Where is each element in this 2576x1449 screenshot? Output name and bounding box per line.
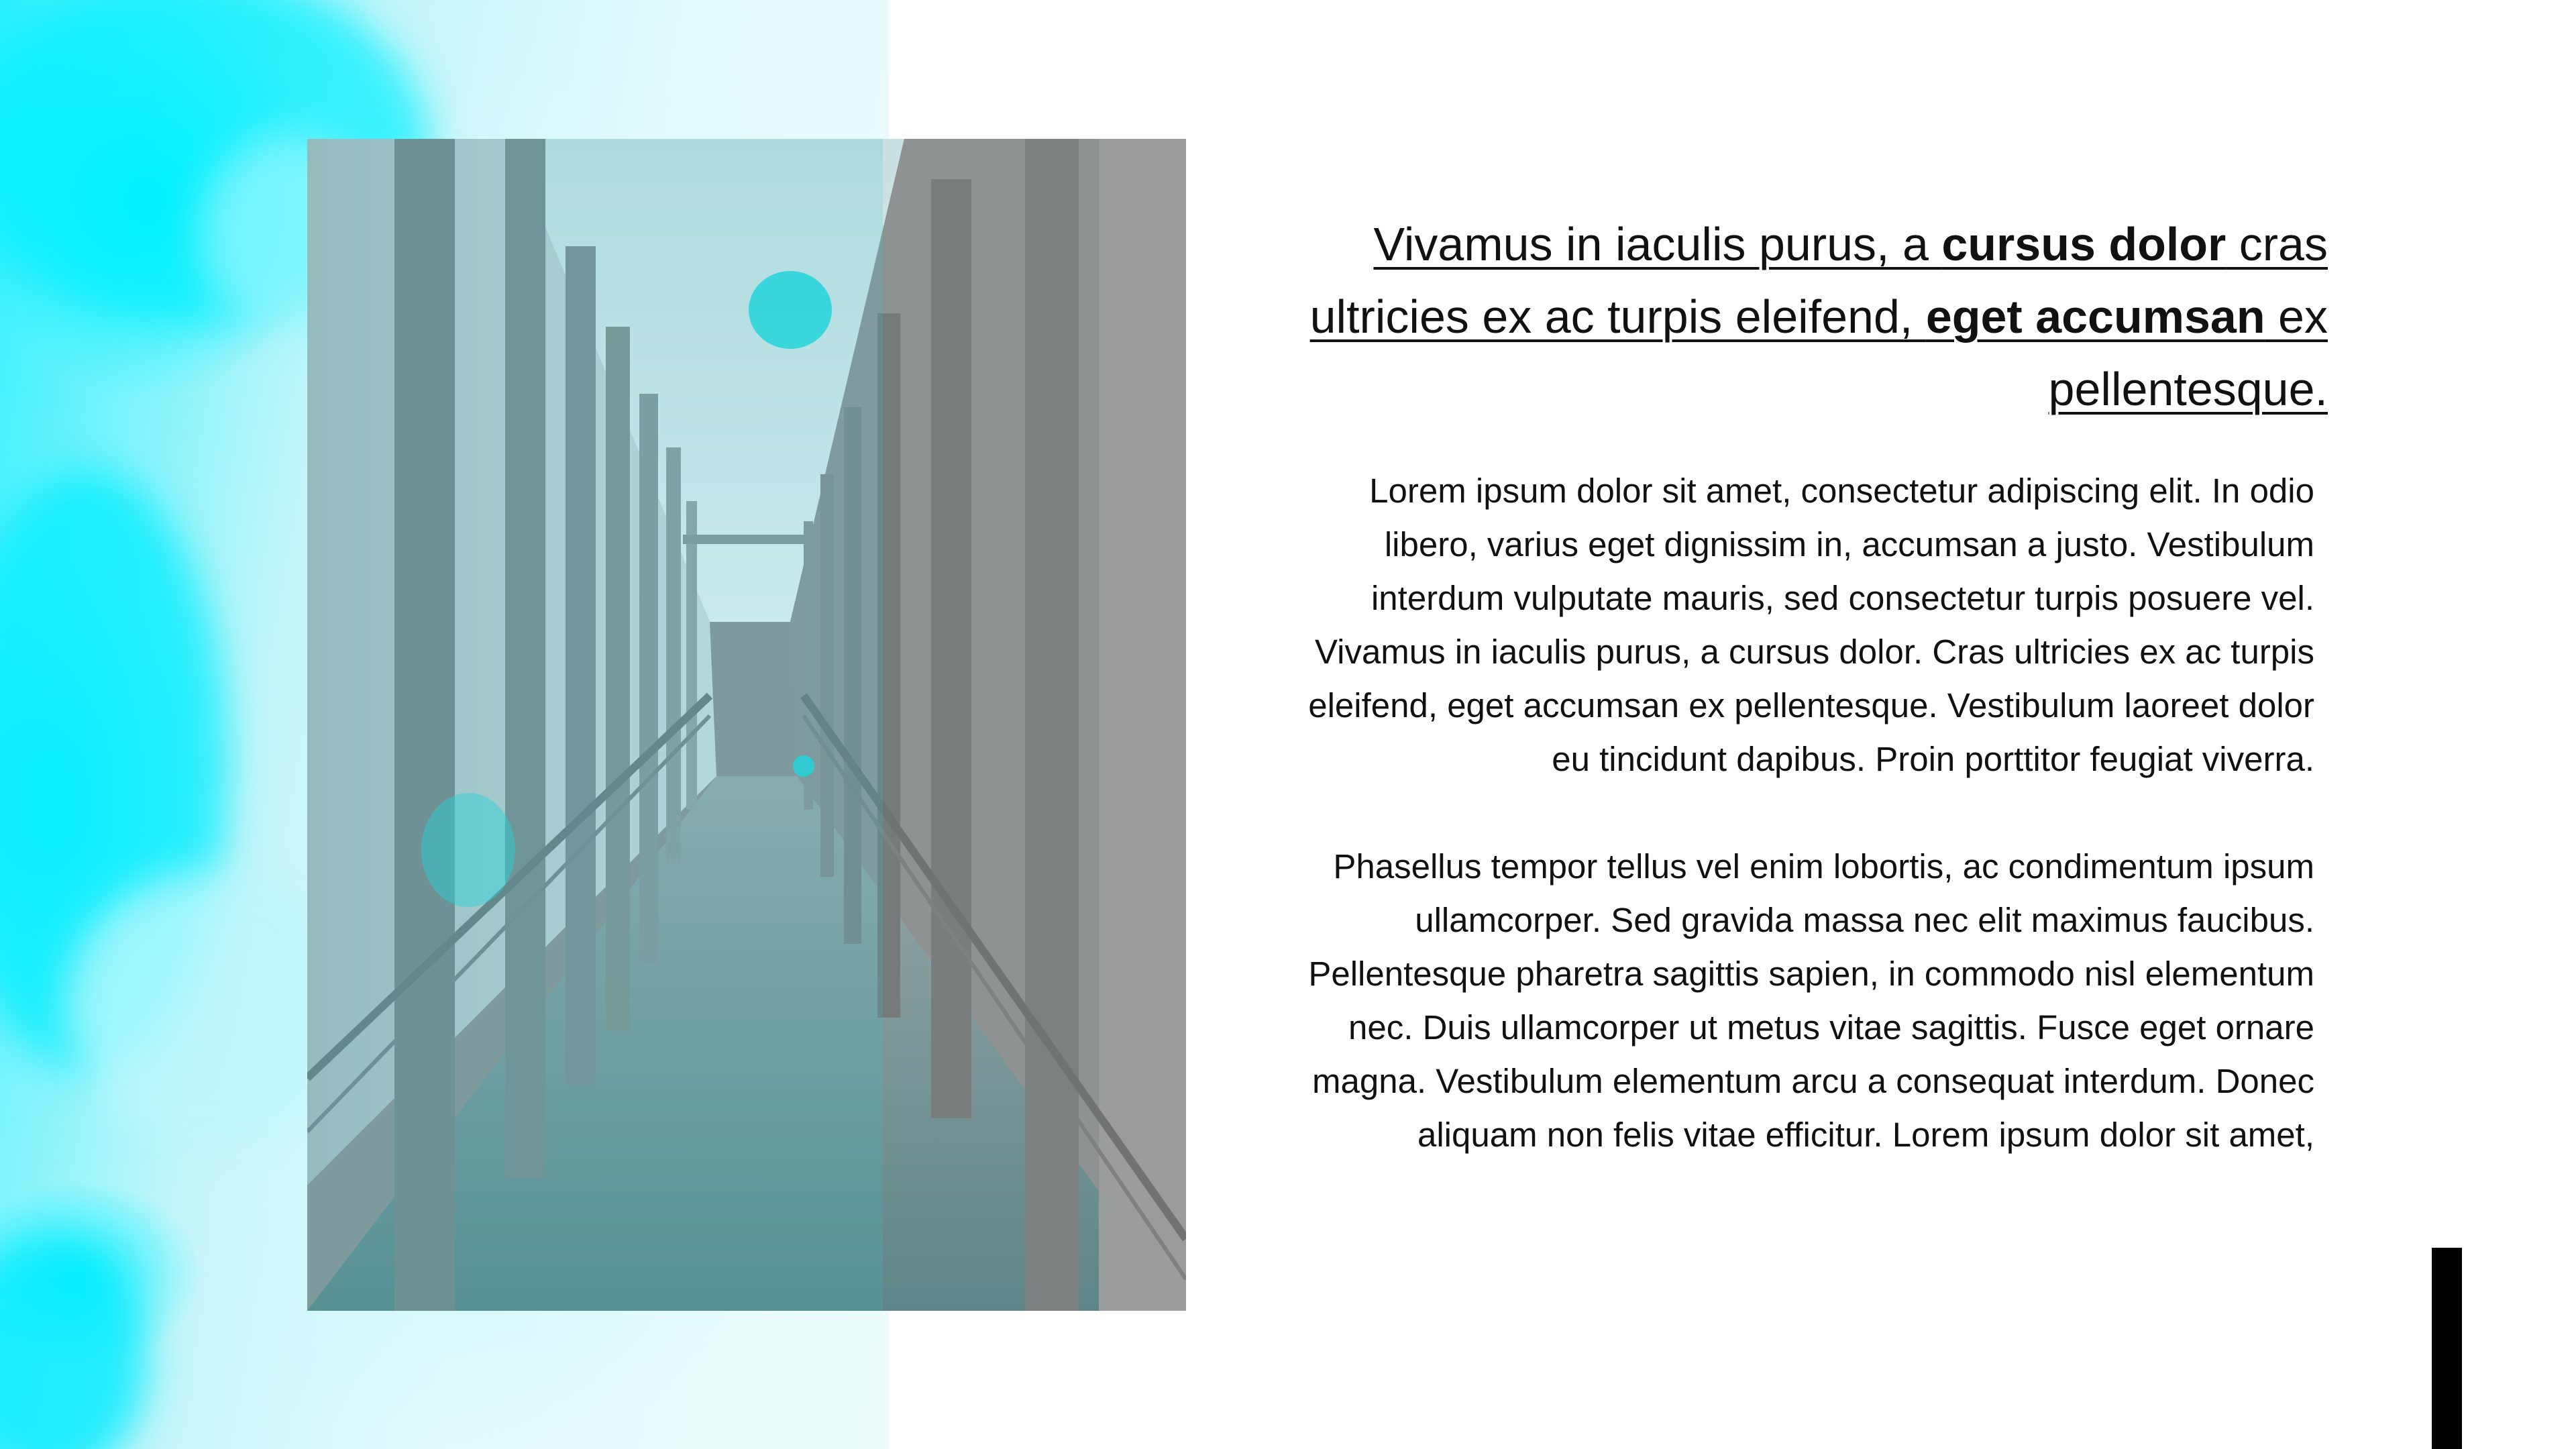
corridor-photo bbox=[307, 139, 1186, 1311]
body-paragraph-1: Lorem ipsum dolor sit amet, consectetur adipiscing elit. In odio libero, varius eget dignissim in, accumsan a justo. Vestibulum interdum vulputate mauris, sed consectetur turpis posuere vel. Vivamus in iaculis purus, a cursus dolor. Cras ultricies ex ac turpis eleifend, eget accumsan ex pellentesque. Vestibulum laoreet dolor eu tincidunt dapibus. Proin porttitor feugiat viverra. bbox=[1308, 472, 2314, 778]
headline-part-1: Vivamus in iaculis purus, a bbox=[1373, 218, 1942, 270]
black-accent-bar bbox=[2432, 1248, 2462, 1449]
headline-bold-2: eget accumsan bbox=[1925, 290, 2265, 343]
corridor-illustration bbox=[307, 139, 1186, 1311]
paragraph-spacer bbox=[1288, 786, 2328, 840]
headline-bold-1: cursus dolor bbox=[1941, 218, 2226, 270]
headline-part-3: ex pellentesque. bbox=[2048, 290, 2328, 415]
text-block bbox=[1288, 208, 2328, 1162]
headline-part-2: cras ultricies ex ac turpis eleifend, bbox=[1309, 218, 2328, 343]
headline bbox=[1288, 208, 2328, 425]
body-paragraph-2: Phasellus tempor tellus vel enim lobortis, ac condimentum ipsum ullamcorper. Sed gravida massa nec elit maximus faucibus. Pellentesque pharetra sagittis sapien, in commodo nisl elementum nec. Duis ullamcorper ut metus vitae sagittis. Fusce eget ornare magna. Vestibulum elementum arcu a consequat interdum. Donec aliquam non felis vitae efficitur. Lorem ipsum dolor sit amet, bbox=[1308, 847, 2314, 1154]
